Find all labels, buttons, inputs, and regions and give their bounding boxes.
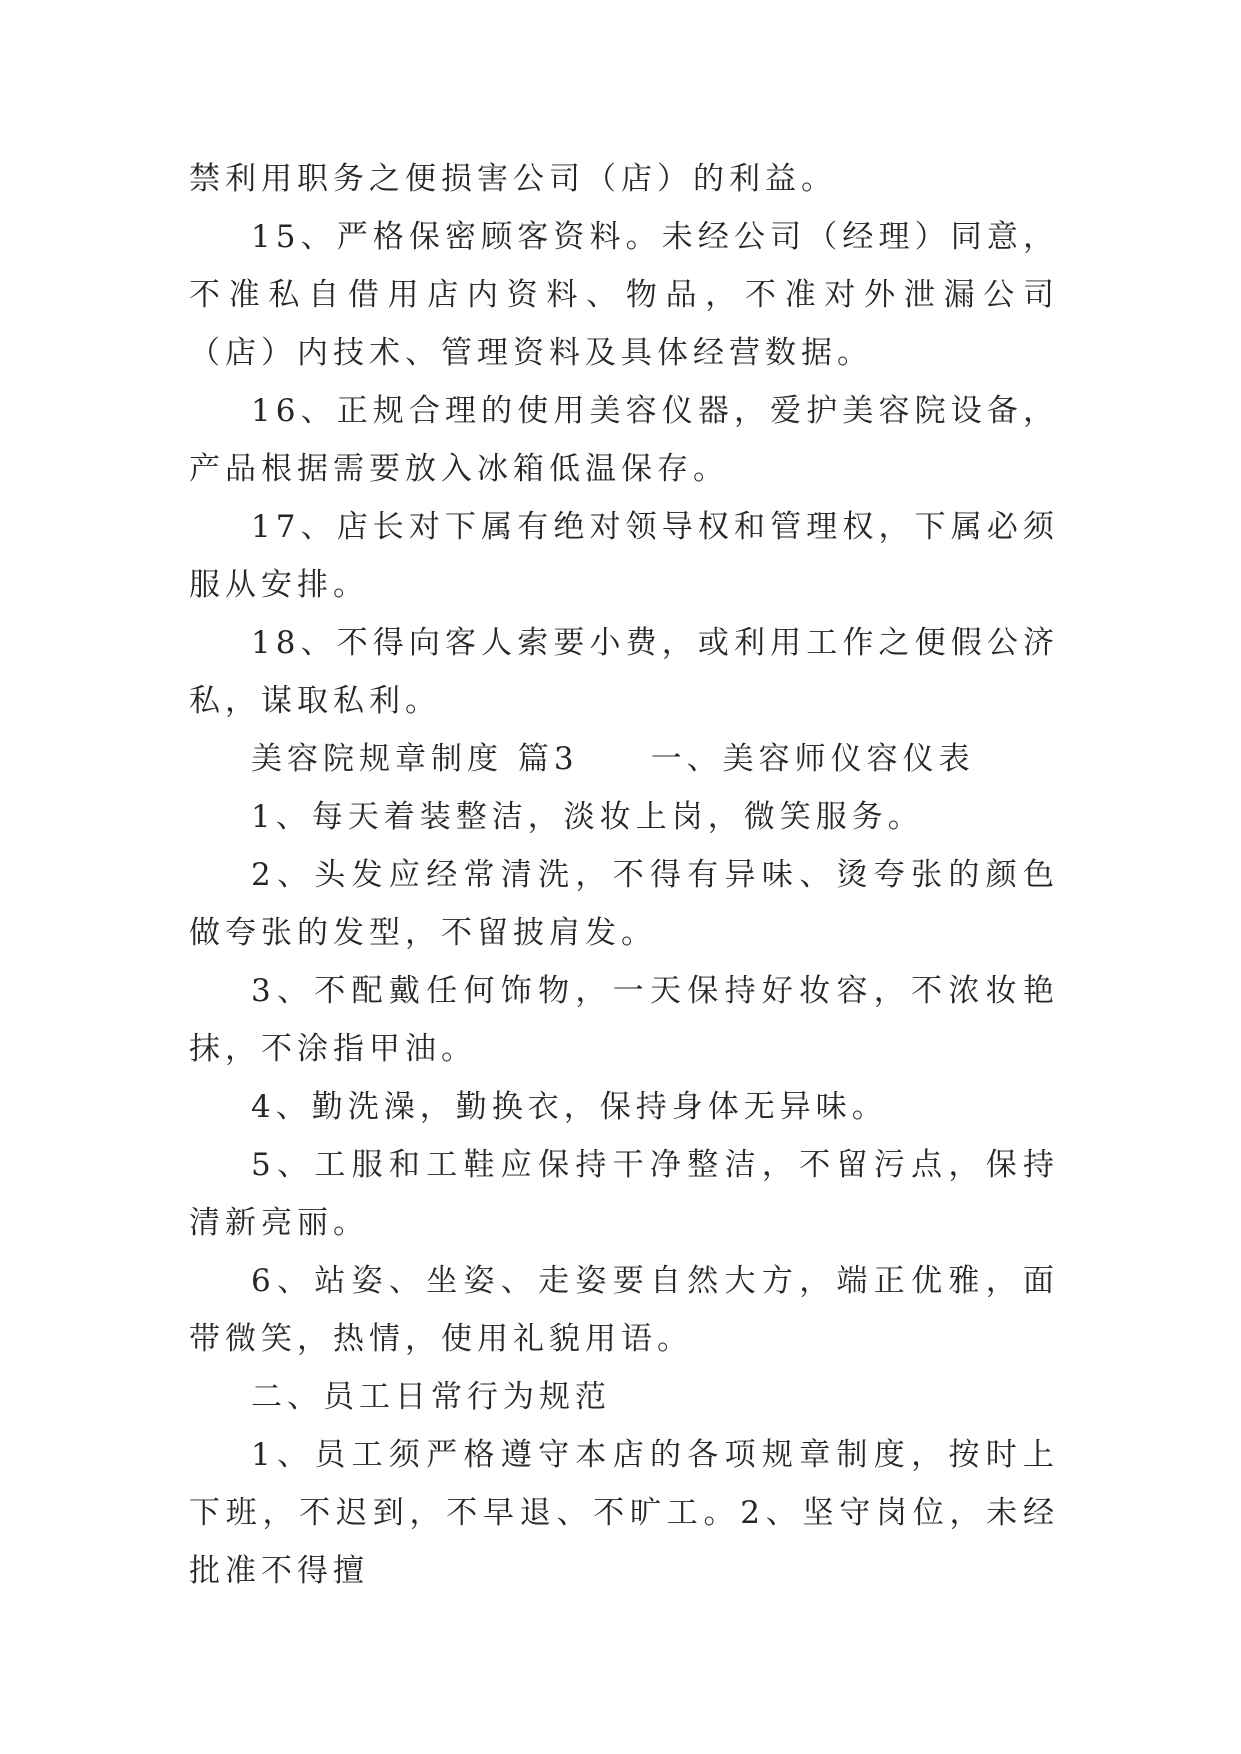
- paragraph-conduct-1: 1、员工须严格遵守本店的各项规章制度，按时上下班，不迟到，不早退、不旷工。2、坚守岗位，未经批准不得擅: [189, 1437, 1059, 1589]
- paragraph-appearance-2: 2、头发应经常清洗，不得有异味、烫夸张的颜色做夸张的发型，不留披肩发。: [189, 857, 1059, 951]
- paragraph-appearance-3: 3、不配戴任何饰物，一天保持好妆容，不浓妆艳抹，不涂指甲油。: [189, 973, 1059, 1067]
- section-heading-conduct: 二、员工日常行为规范: [251, 1379, 611, 1415]
- paragraph-rule-17: 17、店长对下属有绝对领导权和管理权，下属必须服从安排。: [189, 509, 1059, 603]
- paragraph-appearance-1: 1、每天着装整洁，淡妆上岗，微笑服务。: [251, 799, 924, 835]
- paragraph-continuation: 禁利用职务之便损害公司（店）的利益。: [189, 161, 837, 197]
- paragraph-rule-16: 16、正规合理的使用美容仪器，爱护美容院设备，产品根据需要放入冰箱低温保存。: [189, 393, 1059, 487]
- section-heading-part-3: 美容院规章制度 篇3 一、美容师仪容仪表: [251, 741, 975, 777]
- document-body: [189, 150, 1059, 1600]
- paragraph-appearance-6: 6、站姿、坐姿、走姿要自然大方，端正优雅，面带微笑，热情，使用礼貌用语。: [189, 1263, 1059, 1357]
- paragraph-rule-15: 15、严格保密顾客资料。未经公司（经理）同意，不准私自借用店内资料、物品，不准对外泄漏公司（店）内技术、管理资料及具体经营数据。: [189, 219, 1059, 371]
- paragraph-rule-18: 18、不得向客人索要小费，或利用工作之便假公济私，谋取私利。: [189, 625, 1059, 719]
- paragraph-appearance-4: 4、勤洗澡，勤换衣，保持身体无异味。: [251, 1089, 888, 1125]
- paragraph-appearance-5: 5、工服和工鞋应保持干净整洁，不留污点，保持清新亮丽。: [189, 1147, 1059, 1241]
